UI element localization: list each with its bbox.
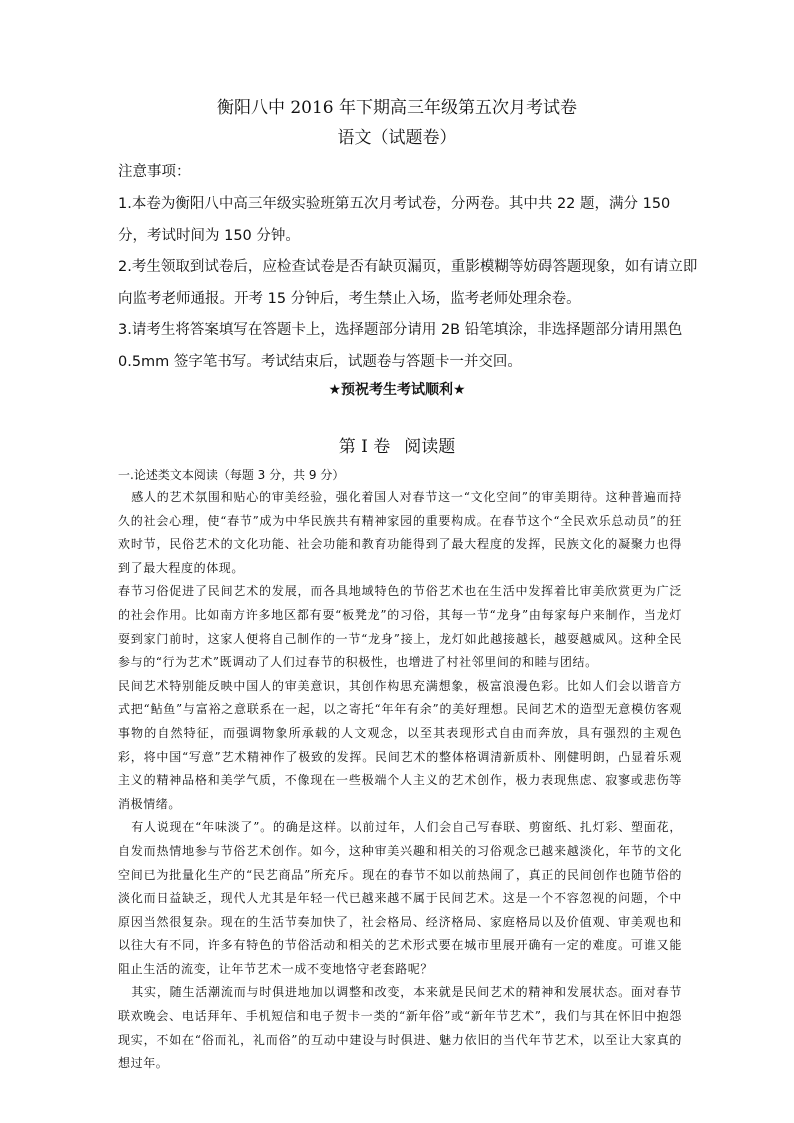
part-name: 阅读题 xyxy=(404,437,456,457)
notice-item: 1.本卷为衡阳八中高三年级实验班第五次月考试卷，分两卷。其中共 22 题，满分 150 分，考试时间为 150 分钟。 xyxy=(118,196,671,244)
passage-paragraph: 其实，随生活潮流而与时俱进地加以调整和改变，本来就是民间艺术的精神和发展状态。面对春节联欢晚会、电话拜年、手机短信和电子贺卡一类的“新年俗”或“新年节艺术”，我们与其在怀旧中抱怨现实，不如在“俗而礼，礼而俗”的互动中建设与时俱进、魅力依旧的当代年节艺术，以至让大家真的想过年。 xyxy=(118,985,682,1071)
part-title xyxy=(0,435,794,459)
notice-heading: 注意事项： xyxy=(118,164,191,180)
good-luck-banner: ★预祝考生考试顺利★ xyxy=(328,382,466,398)
passage-paragraph: 民间艺术特别能反映中国人的审美意识，其创作构思充满想象，极富浪漫色彩。比如人们会以谐音方式把“鲇鱼”与富裕之意联系在一起，以之寄托“年年有余”的美好理想。民间艺术的造型无意模仿客观事物的自然特征，而强调物象所承载的人文观念，以至其表现形式自由而奔放，具有强烈的主观色彩，将中国“写意”艺术精神作了极致的发挥。民间艺术的整体格调清新质朴、刚健明朗，凸显着乐观主义的精神品格和美学气质，不像现在一些极端个人主义的艺术创作，极力表现焦虑、寂寥或悲伤等消极情绪。 xyxy=(118,678,682,811)
part-label: 第 I 卷 xyxy=(338,437,391,457)
passage-paragraph: 春节习俗促进了民间艺术的发展，而各具地域特色的节俗艺术也在生活中发挥着比审美欣赏更为广泛的社会作用。比如南方许多地区都有耍“板凳龙”的习俗，其每一节“龙身”由每家每户来制作，当龙灯耍到家门前时，这家人便将自己制作的一节“龙身”接上，龙灯如此越接越长，越耍越威风。这种全民参与的“行为艺术”既调动了人们过春节的积极性，也增进了村社邻里间的和睦与团结。 xyxy=(118,584,682,670)
notice-item: 3.请考生将答案填写在答题卡上，选择题部分请用 2B 铅笔填涂，非选择题部分请用黑色 0.5mm 签字笔书写。考试结束后，试题卷与答题卡一并交回。 xyxy=(118,322,683,370)
section-heading: 一.论述类文本阅读（每题 3 分，共 9 分） xyxy=(118,468,345,482)
notice-item: 2.考生领取到试卷后，应检查试卷是否有缺页漏页，重影模糊等妨碍答题现象，如有请立即向监考老师通报。开考 15 分钟后，考生禁止入场，监考老师处理余卷。 xyxy=(118,259,698,307)
passage-paragraph: 感人的艺术氛围和贴心的审美经验，强化着国人对春节这一“文化空间”的审美期待。这种普遍而持久的社会心理，使“春节”成为中华民族共有精神家园的重要构成。在春节这个“全民欢乐总动员”的狂欢时节，民俗艺术的文化功能、社会功能和教育功能得到了最大程度的发挥，民族文化的凝聚力也得到了最大程度的体现。 xyxy=(118,490,682,575)
passage-paragraph: 有人说现在“年味淡了”。的确是这样。以前过年，人们会自己写春联、剪窗纸、扎灯彩、塑面花，自发而热情地参与节俗艺术创作。如今，这种审美兴趣和相关的习俗观念已越来越淡化，年节的文化空间已为批量化生产的“民艺商品”所充斥。现在的春节不如以前热闹了，真正的民间创作也随节俗的淡化而日益缺乏，现代人尤其是年轻一代已越来越不属于民间艺术。这是一个不容忽视的问题，个中原因当然很复杂。现在的生活节奏加快了，社会格局、经济格局、家庭格局以及价值观、审美观也和以往大有不同，许多有特色的节俗活动和相关的艺术形式要在城市里展开确有一定的难度。可谁又能阻止生活的流变，让年节艺术一成不变地恪守老套路呢？ xyxy=(118,820,682,976)
reading-passage xyxy=(118,486,682,1076)
exam-title: 衡阳八中 2016 年下期高三年级第五次月考试卷 xyxy=(216,98,578,118)
exam-subtitle: 语文（试题卷） xyxy=(337,128,457,148)
notice-list xyxy=(118,189,698,378)
